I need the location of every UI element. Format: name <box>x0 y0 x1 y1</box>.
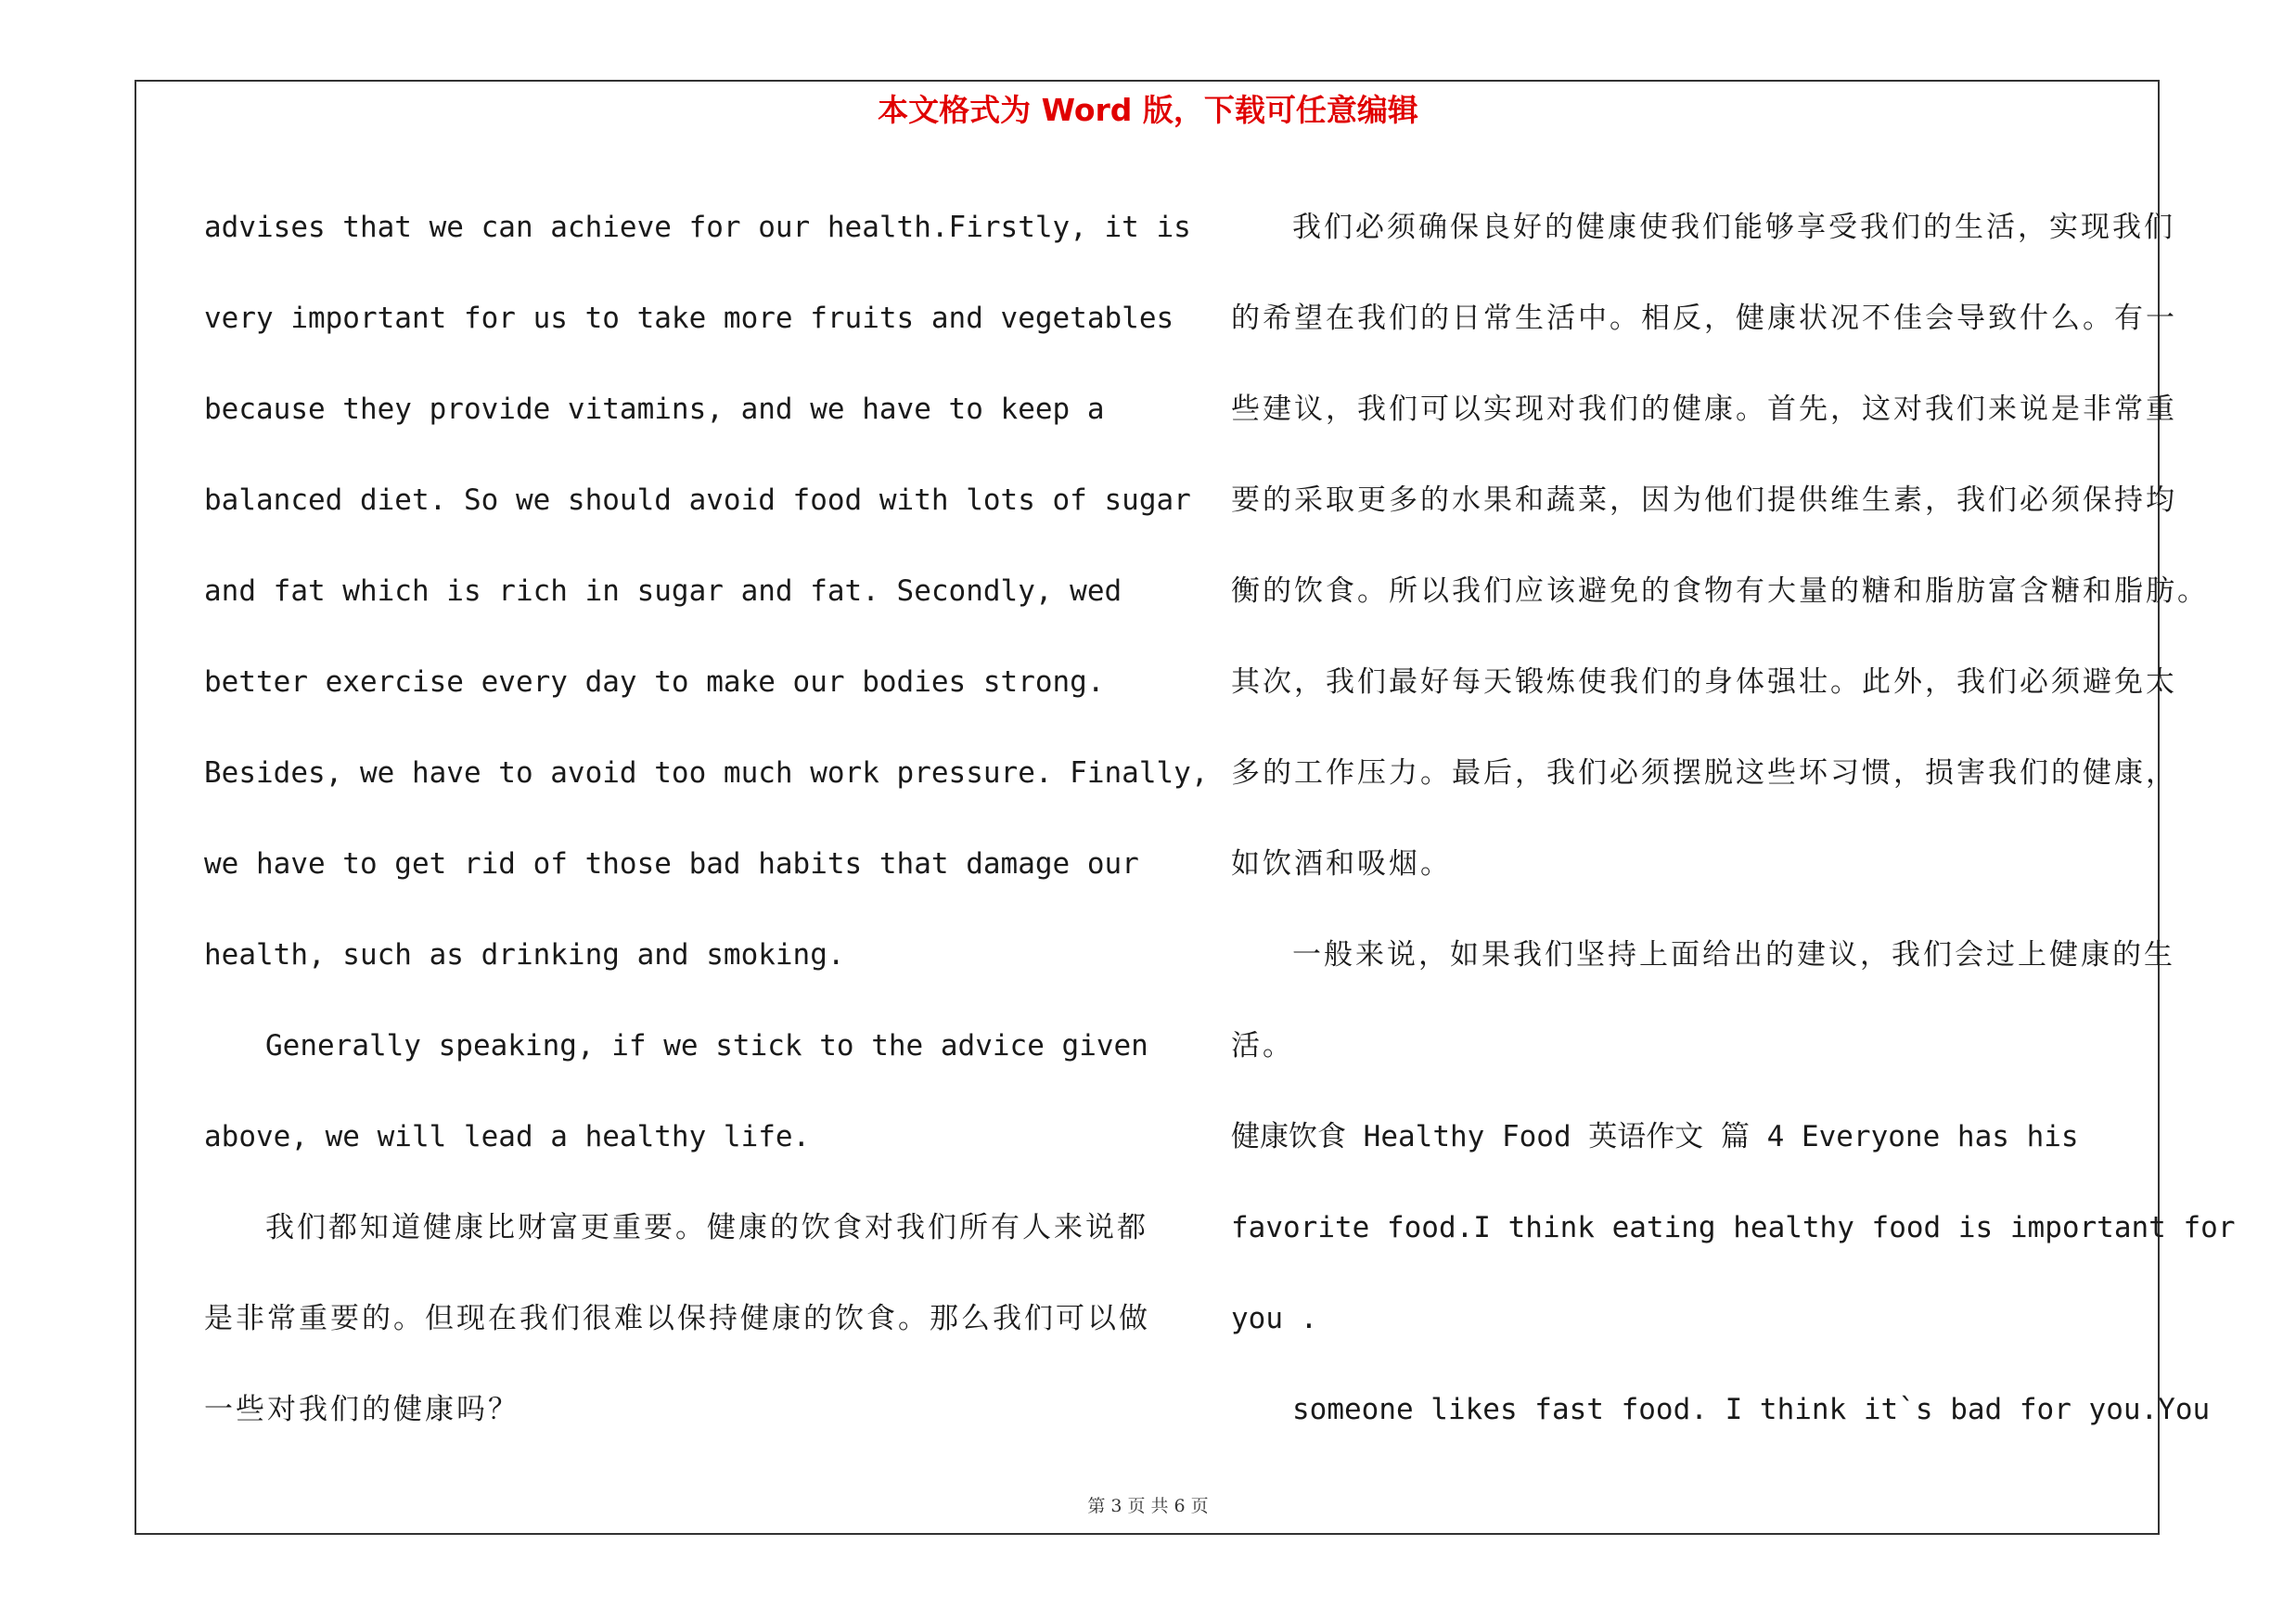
page-number-footer: 第 3 页 共 6 页 <box>1087 1496 1209 1516</box>
text-line: someone likes fast food. I think it`s bad for you.You <box>1292 1393 2211 1426</box>
right-text-column <box>1231 182 2236 1455</box>
text-line: very important for us to take more fruits and vegetables <box>204 302 1174 335</box>
text-line: 活。 <box>1231 1029 1294 1063</box>
text-line: 一些对我们的健康吗？ <box>204 1393 519 1426</box>
left-text-column <box>204 182 1209 1455</box>
text-line: better exercise every day to make our bodies strong. <box>204 665 1105 699</box>
document-banner: 本文格式为 Word 版，下载可任意编辑 <box>878 92 1418 128</box>
text-line: balanced diet. So we should avoid food with lots of sugar <box>204 483 1191 517</box>
text-line: favorite food.I think eating healthy food is important for <box>1231 1211 2236 1244</box>
section-heading-line: 健康饮食 Healthy Food 英语作文 篇 4 Everyone has his <box>1231 1120 2079 1153</box>
text-line: because they provide vitamins, and we have to keep a <box>204 393 1105 426</box>
text-line: 是非常重要的。但现在我们很难以保持健康的饮食。那么我们可以做 <box>204 1302 1150 1335</box>
text-line: 我们必须确保良好的健康使我们能够享受我们的生活，实现我们 <box>1292 211 2175 244</box>
text-line: you . <box>1231 1302 1318 1335</box>
text-line: 要的采取更多的水果和蔬菜，因为他们提供维生素，我们必须保持均 <box>1231 483 2177 517</box>
text-line: and fat which is rich in sugar and fat. Secondly, wed <box>204 574 1122 608</box>
text-line: health, such as drinking and smoking. <box>204 938 845 972</box>
text-line: 的希望在我们的日常生活中。相反，健康状况不佳会导致什么。有一 <box>1231 302 2177 335</box>
text-line: 衡的饮食。所以我们应该避免的食物有大量的糖和脂肪富含糖和脂肪。 <box>1231 574 2209 608</box>
text-line: Besides, we have to avoid too much work pressure. Finally, <box>204 756 1209 790</box>
text-line: 多的工作压力。最后，我们必须摆脱这些坏习惯，损害我们的健康， <box>1231 756 2177 790</box>
text-line: 些建议，我们可以实现对我们的健康。首先，这对我们来说是非常重 <box>1231 393 2177 426</box>
text-line: Generally speaking, if we stick to the advice given <box>265 1029 1148 1063</box>
text-line: 一般来说，如果我们坚持上面给出的建议，我们会过上健康的生 <box>1292 938 2175 972</box>
text-line: above, we will lead a healthy life. <box>204 1120 811 1153</box>
text-line: advises that we can achieve for our health.Firstly, it is <box>204 211 1191 244</box>
text-line: 如饮酒和吸烟。 <box>1231 847 1452 881</box>
text-line: we have to get rid of those bad habits that damage our <box>204 847 1139 881</box>
text-line: 我们都知道健康比财富更重要。健康的饮食对我们所有人来说都 <box>265 1211 1148 1244</box>
text-line: 其次，我们最好每天锻炼使我们的身体强壮。此外，我们必须避免太 <box>1231 665 2177 699</box>
